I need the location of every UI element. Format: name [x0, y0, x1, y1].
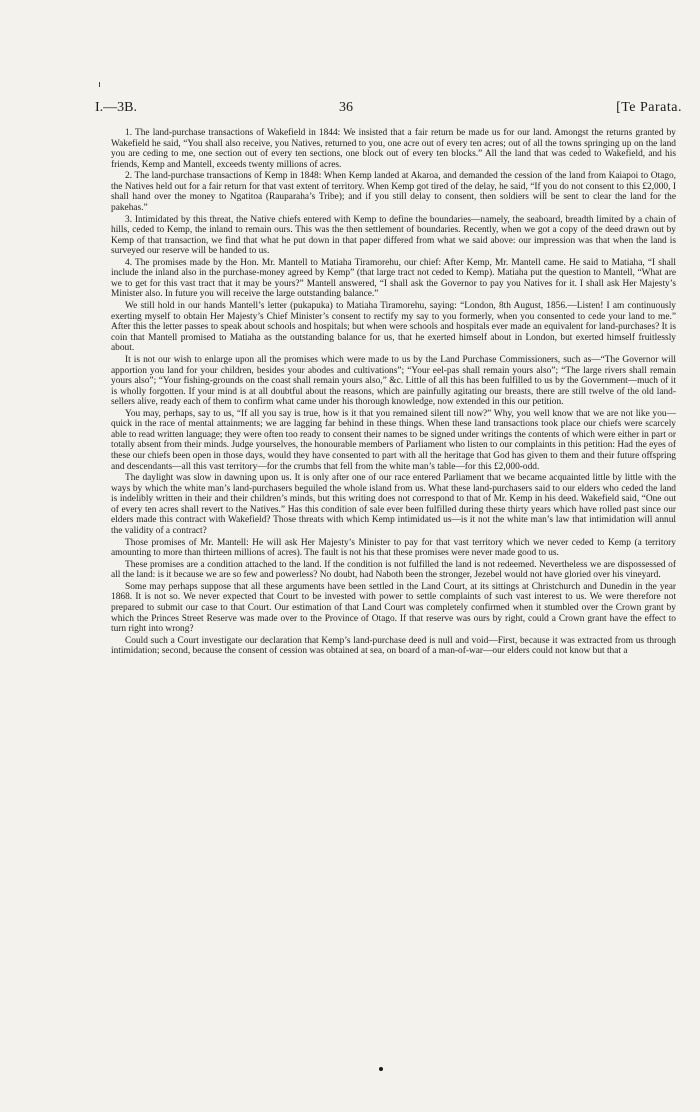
paragraph: Those promises of Mr. Mantell: He will ask Her Majesty’s Minister to pay for that vast territory which we never ceded to Kemp (a territory amounting to more than thirteen millions of acres). The fault is not his that these promises were never made good to us. — [111, 537, 676, 559]
paragraph: 4. The promises made by the Hon. Mr. Mantell to Matiaha Tiramorehu, our chief: After Kemp, Mr. Mantell came. He said to Matiaha, “I shall include the inland also in the purchase-money agreed by Kemp” (that large tract not ceded to Kemp). Matiaha put the question to Mantell, “What are we to get for this vast tract that it may be yours?” Mantell answered, “I shall ask the Governor to pay you Natives for it. I shall ask Her Majesty’s Minister also. In future you will receive the large outstanding balance.” — [111, 257, 676, 300]
paragraph: 1. The land-purchase transactions of Wakefield in 1844: We insisted that a fair return be made us for our land. Amongst the returns granted by Wakefield he said, “You shall also receive, you Natives, returned to you, one acre out of every ten acres; out of all the towns springing up on the land you are ceding to me, one section out of every ten sections, one block out of every ten blocks.” All the land that was ceded to Wakefield, and his friends, Kemp and Mantell, exceeds twenty millions of acres. — [111, 128, 676, 170]
header-section-title: [Te Parata. — [616, 100, 682, 115]
paragraph: You may, perhaps, say to us, “If all you say is true, how is it that you remained silent till now?” Why, you well know that we are not like you—quick in the race of mental attainments; we are lagging far behind in these things. When these land transactions took place our chiefs were scarcely able to read written language; they were often too ready to consent their names to be signed under writings the contents of which were either in part or totally absent from their minds. Judge yourselves, the honourable members of Parliament who listen to our complaints in this petition: Had the eyes of these our chiefs been open in those days, would they have consented to part with all the heritage that God has given to them and their future offspring and descendants—all this vast territory—for the crumbs that fell from the white man’s table—for this £2,000-odd. — [111, 408, 676, 472]
header-document-reference: I.—3B. — [95, 100, 137, 115]
footer-dot — [379, 1067, 383, 1071]
margin-mark — [99, 82, 100, 87]
header-page-number: 36 — [339, 100, 353, 115]
paragraph: Some may perhaps suppose that all these arguments have been settled in the Land Court, at its sittings at Christchurch and Dunedin in the year 1868. It is not so. We never expected that Court to be invested with power to settle complaints of such vast interest to us. We were therefore not prepared to submit our case to that Court. Our estimation of that Land Court was completely confirmed when it stumbled over the Crown grant by which the Princes Street Reserve was made over to the Province of Otago. If that reserve was ours by right, could a Crown grant have the effect to turn right into wrong? — [111, 581, 676, 635]
paragraph: Could such a Court investigate our declaration that Kemp’s land-purchase deed is null and void—First, because it was extracted from us through intimidation; second, because the consent of cession was obtained at sea, on board of a man-of-war—our elders could not know but that a — [111, 635, 676, 657]
body-text — [111, 128, 676, 658]
paragraph: 2. The land-purchase transactions of Kemp in 1848: When Kemp landed at Akaroa, and demanded the cession of the land from Kaiapoi to Otago, the Natives held out for a fair return for that vast extent of territory. When Kemp got tired of the delay, he said, “If you do not consent to this £2,000, I shall hand over the money to Ngatitoa (Rauparaha’s Tribe); and if you still delay to consent, then soldiers will be sent to clear the land for the pakehas.” — [111, 171, 676, 213]
paragraph: It is not our wish to enlarge upon all the promises which were made to us by the Land Purchase Commissioners, such as—“The Governor will apportion you land for your children, besides your abodes and cultivations”; “Your eel-pas shall remain yours also”; “The large rivers shall remain yours also”; “Your fishing-grounds on the coast shall remain yours also,” &c. Little of all this has been fulfilled to us by the Government—much of it is wholly forgotten. If your mind is at all doubtful about the reasons, which are painfully agitating our breasts, there are still twelve of the old land-sellers alive, ready each of them to confirm what came under his thorough knowledge, now extended in this our petition. — [111, 354, 676, 408]
paragraph: These promises are a condition attached to the land. If the condition is not fulfilled the land is not redeemed. Nevertheless we are dispossessed of all the land: is it because we are so few and powerless? No doubt, had Naboth been the stronger, Jezebel would not have gloried over his vineyard. — [111, 559, 676, 581]
paragraph: We still hold in our hands Mantell’s letter (pukapuka) to Matiaha Tiramorehu, saying: “London, 8th August, 1856.—Listen! I am continuously exerting myself to obtain Her Majesty’s Chief Minister’s consent to rectify my say to you formerly, when you consented to cede your land to me.” After this the letter passes to speak about schools and hospitals; but when were schools and hospitals ever made an equivalent for land-purchases? It is coin that Mantell promised to Matiaha as the outstanding balance for us, that he exerted himself about in London, but exerted himself fruitlessly about. — [111, 301, 676, 354]
paragraph: The daylight was slow in dawning upon us. It is only after one of our race entered Parliament that we became acquainted little by little with the ways by which the white man’s land-purchasers beguiled the whole island from us. What these land-purchasers said to our elders who ceded the land is indelibly written in their and their children’s minds, but this writing does not correspond to that of Mr. Kemp in his deed. Wakefield said, “One out of every ten acres shall revert to the Natives.” Has this condition of sale ever been fulfilled during these thirty years which have rolled past since our elders made this contract with Wakefield? Those threats with which Kemp intimidated us—is it not the white man’s law that intimidation will annul the validity of a contract? — [111, 473, 676, 536]
page-header — [95, 100, 682, 120]
paragraph: 3. Intimidated by this threat, the Native chiefs entered with Kemp to define the boundaries—namely, the seaboard, breadth limited by a chain of hills, ceded to Kemp, the inland to remain ours. This was the then settlement of boundaries. Recently, when we got a copy of the deed drawn out by Kemp of that transaction, we find that what he put down in that paper differed from what we said above: our impression was that when the land is surveyed our reserve will be handed to us. — [111, 214, 676, 257]
